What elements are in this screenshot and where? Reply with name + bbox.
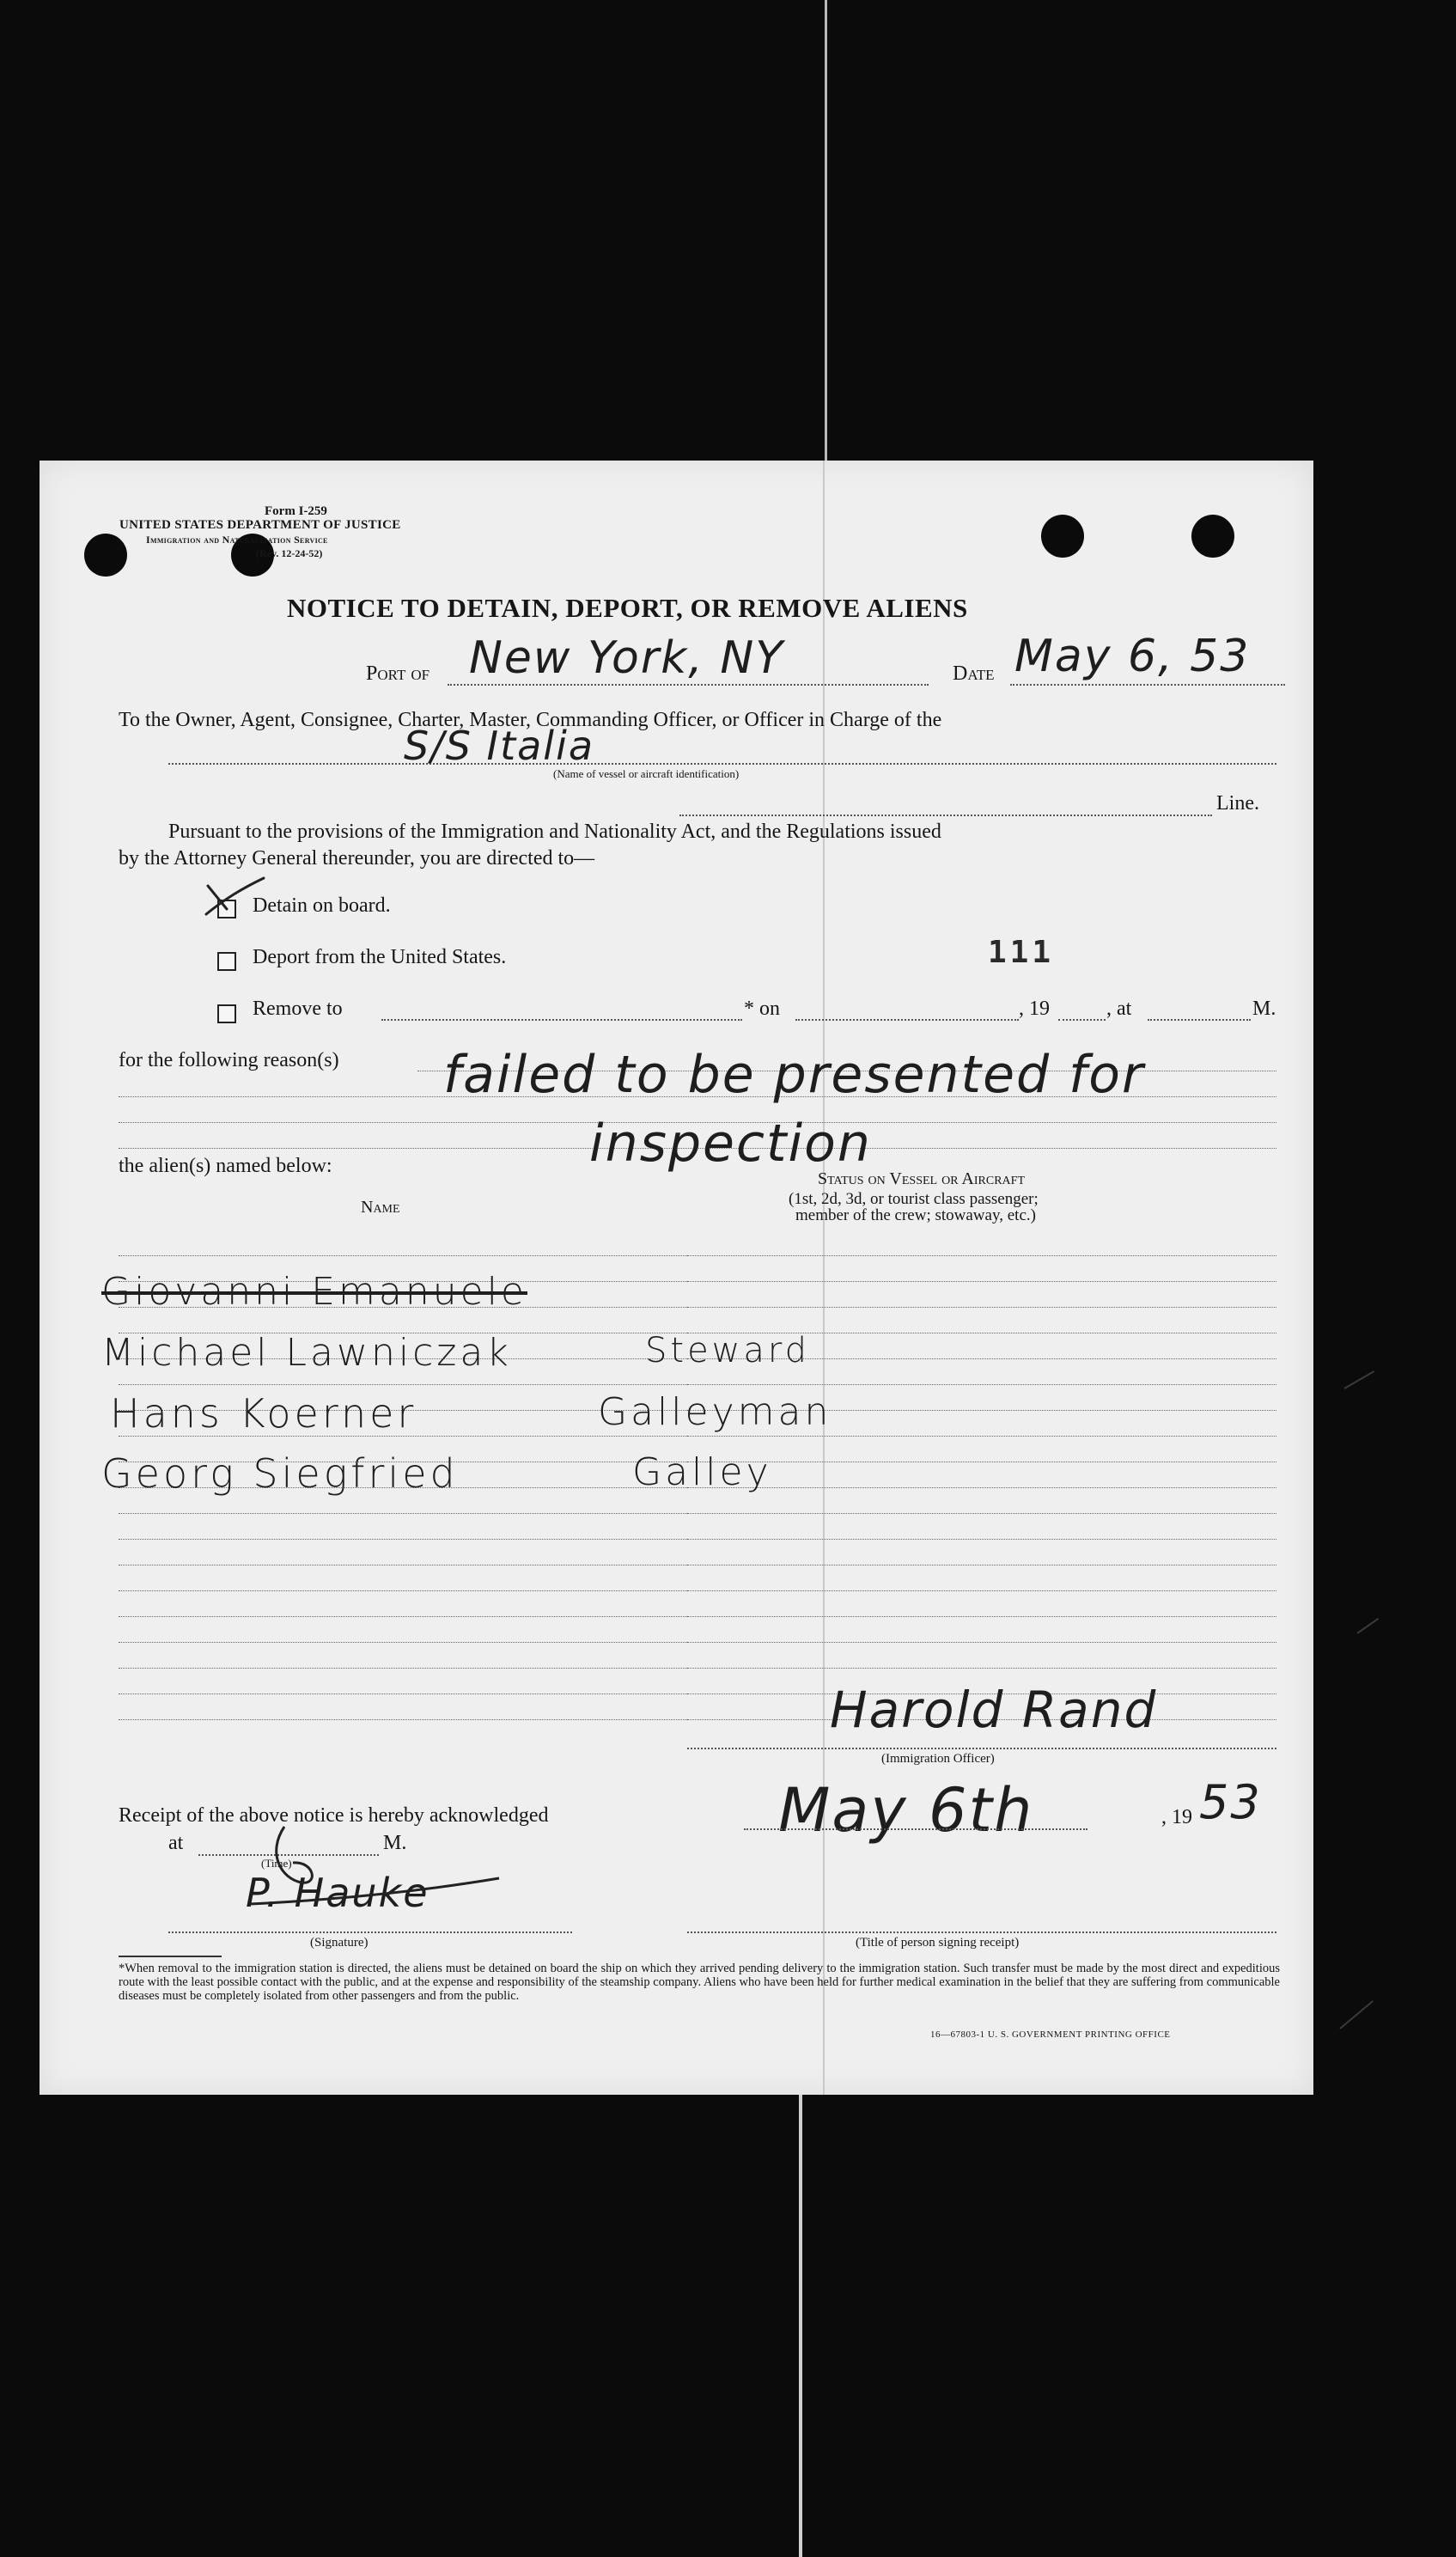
port-label: Port of xyxy=(366,662,430,685)
form-i259-document xyxy=(40,461,1313,2095)
time-caption: (Time) xyxy=(261,1857,292,1870)
punch-hole xyxy=(1191,515,1234,558)
officer-caption: (Immigration Officer) xyxy=(881,1752,995,1766)
alien-status: Steward xyxy=(645,1331,811,1370)
title-caption: (Title of person signing receipt) xyxy=(856,1936,1020,1950)
deport-checkbox[interactable] xyxy=(217,952,236,971)
status-column-subheader-2: member of the crew; stowaway, etc.) xyxy=(795,1206,1036,1224)
date-field-line xyxy=(1010,684,1285,686)
alien-status: Galley xyxy=(632,1450,772,1494)
punch-hole xyxy=(1041,515,1084,558)
signature-flourish xyxy=(233,1818,525,1938)
officer-signature-line xyxy=(687,1748,1276,1749)
remove-at-label: , at xyxy=(1106,998,1132,1020)
alien-name: Michael Lawniczak xyxy=(101,1331,512,1375)
paper-crease xyxy=(823,461,825,2095)
name-row-line xyxy=(119,1642,692,1643)
reason-label: for the following reason(s) xyxy=(119,1049,339,1071)
detain-option-label: Detain on board. xyxy=(253,894,391,917)
scan-scratch xyxy=(1344,1370,1375,1389)
remove-date-line xyxy=(795,1019,1019,1021)
scan-fold-line-top xyxy=(825,0,827,464)
receipt-signature: P. Hauke xyxy=(246,1870,429,1916)
name-row-line xyxy=(119,1719,692,1720)
name-column-header: Name xyxy=(361,1198,400,1217)
file-stamp-number: 111 xyxy=(988,935,1055,970)
receipt-year-value: 53 xyxy=(1199,1775,1262,1829)
vessel-value: S/S Italia xyxy=(404,723,595,769)
remove-checkbox[interactable] xyxy=(217,1004,236,1023)
form-revision: (Rev. 12-24-52) xyxy=(256,547,323,559)
punch-hole xyxy=(84,534,127,577)
remove-destination-line xyxy=(381,1019,742,1021)
printer-imprint: 16—67803-1 U. S. GOVERNMENT PRINTING OFFICE xyxy=(930,2029,1171,2040)
receipt-date-value: May 6th xyxy=(778,1775,1034,1846)
deport-option-label: Deport from the United States. xyxy=(253,946,507,968)
receipt-year-prefix: , 19 xyxy=(1161,1806,1192,1828)
form-title: NOTICE TO DETAIN, DEPORT, OR REMOVE ALIENS xyxy=(287,593,968,623)
status-row-line xyxy=(687,1590,1276,1591)
footnote-text: *When removal to the immigration station is directed, the aliens must be detained on board the ship on which they arrived pending delivery to the immigration station. Such transfer must be made by the most direct and expeditious route with the least possible contact with the public, and at the expense and responsibility of the steamship company. Aliens who have been held for further medical examination in the belief that they are suffering from communicable diseases must be completely isolated from other passengers and from the public. xyxy=(119,1962,1280,2003)
status-row-line xyxy=(687,1513,1276,1514)
footnote-rule xyxy=(119,1956,222,1957)
receipt-m-label: M. xyxy=(383,1832,407,1854)
remove-m-label: M. xyxy=(1252,998,1276,1020)
signature-caption: (Signature) xyxy=(310,1936,369,1950)
reason-value-line2: inspection xyxy=(589,1114,872,1174)
remove-option-label: Remove to xyxy=(253,998,343,1020)
name-row-line xyxy=(119,1590,692,1591)
alien-name: Georg Siegfried xyxy=(101,1450,459,1497)
scan-scratch xyxy=(1356,1618,1379,1634)
remove-year-label: , 19 xyxy=(1019,998,1050,1020)
form-number: Form I-259 xyxy=(265,504,327,518)
pursuant-text-1: Pursuant to the provisions of the Immigration and Nationality Act, and the Regulations issued xyxy=(168,821,941,843)
status-row-line xyxy=(687,1255,1276,1256)
status-column-header: Status on Vessel or Aircraft xyxy=(818,1169,1026,1188)
receipt-signature-line xyxy=(168,1931,572,1933)
line-label: Line. xyxy=(1216,792,1259,815)
receipt-title-line xyxy=(687,1931,1276,1933)
status-row-line xyxy=(687,1281,1276,1282)
status-row-line xyxy=(687,1436,1276,1437)
remove-year-line xyxy=(1058,1019,1106,1021)
status-row-line xyxy=(687,1668,1276,1669)
status-row-line xyxy=(687,1539,1276,1540)
name-row-line xyxy=(119,1255,692,1256)
vessel-field-line xyxy=(168,763,1276,765)
name-row-line xyxy=(119,1384,692,1385)
addressee-text: To the Owner, Agent, Consignee, Charter, Master, Commanding Officer, or Officer in Charge of the xyxy=(119,709,942,731)
receipt-date-line xyxy=(744,1828,1087,1830)
status-row-line xyxy=(687,1384,1276,1385)
date-value: May 6, 53 xyxy=(1014,631,1251,682)
line-field-line xyxy=(679,815,1212,816)
pursuant-text-2: by the Attorney General thereunder, you are directed to— xyxy=(119,847,595,870)
alien-status: Galleyman xyxy=(598,1390,832,1434)
status-row-line xyxy=(687,1487,1276,1488)
status-column-subheader-1: (1st, 2d, 3d, or tourist class passenger; xyxy=(789,1190,1039,1208)
receipt-at-label: at xyxy=(168,1832,184,1854)
receipt-text: Receipt of the above notice is hereby acknowledged xyxy=(119,1804,549,1827)
scan-scratch xyxy=(1339,2000,1374,2029)
status-row-line xyxy=(687,1616,1276,1617)
name-row-line xyxy=(119,1693,692,1694)
remove-on-label: * on xyxy=(744,998,780,1020)
aliens-intro: the alien(s) named below: xyxy=(119,1155,332,1177)
status-row-line xyxy=(687,1642,1276,1643)
port-field-line xyxy=(448,684,929,686)
service-name: Immigration and Naturalization Service xyxy=(146,534,328,546)
port-value: New York, NY xyxy=(469,632,785,684)
remove-time-line xyxy=(1148,1019,1251,1021)
name-row-line xyxy=(119,1513,692,1514)
status-row-line xyxy=(687,1307,1276,1308)
agency-name: UNITED STATES DEPARTMENT OF JUSTICE xyxy=(119,518,401,532)
alien-name-struck: Giovanni Emanuele xyxy=(101,1270,527,1314)
vessel-caption: (Name of vessel or aircraft identification) xyxy=(553,767,740,780)
name-row-line xyxy=(119,1616,692,1617)
name-row-line xyxy=(119,1539,692,1540)
date-label: Date xyxy=(953,662,995,685)
scan-fold-line-bottom xyxy=(799,2092,802,2557)
officer-signature: Harold Rand xyxy=(830,1681,1158,1739)
reason-value-line1: failed to be presented for xyxy=(443,1045,1145,1105)
alien-name: Hans Koerner xyxy=(110,1390,417,1437)
name-row-line xyxy=(119,1668,692,1669)
